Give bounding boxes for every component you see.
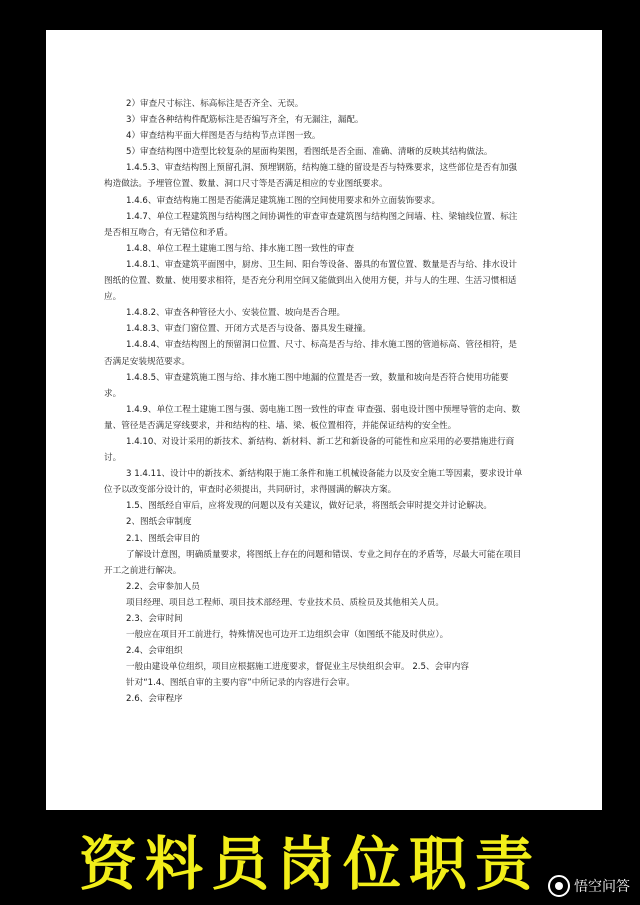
watermark	[548, 875, 630, 897]
paragraph: 了解设计意图，明确质量要求，将图纸上存在的问题和错误、专业之间存在的矛盾等，尽最大可能在项目开工之前进行解决。	[104, 549, 522, 576]
paragraph: 2、图纸会审制度	[126, 517, 192, 528]
paragraph: 1.4.8.3、审查门窗位置、开闭方式是否与设备、器具发生碰撞。	[126, 324, 371, 335]
watermark-text: 悟空问答	[574, 879, 630, 895]
paragraph: 3）审查各种结构件配筋标注是否编写齐全，有无漏注，漏配。	[126, 115, 364, 126]
paragraph: 5）审查结构图中造型比较复杂的屋面构架图，看图纸是否全面、准确、清晰的反映其结构做法。	[126, 147, 493, 158]
paragraph: 1.4.10、对设计采用的新技术、新结构、新材料、新工艺和新设备的可能性和应采用的必要措施进行商讨。	[104, 436, 515, 464]
paragraph: 针对“1.4、图纸自审的主要内容”中所记录的内容进行会审。	[126, 678, 355, 689]
paragraph: 1.4.8.1、审查建筑平面图中，厨房、卫生间、阳台等设备、器具的布置位置、数量是否与给、排水设计图纸的位置、数量、使用要求相符，是否充分利用空间又能做到出入使用方便，并与人的生理、生活习惯相适应。	[104, 259, 518, 303]
banner-title: 资料员岗位职责	[78, 829, 541, 898]
paragraph: 一般应在项目开工前进行，特殊情况也可边开工边组织会审（如图纸不能及时供应）。	[126, 630, 449, 641]
paragraph: 1.5、图纸经自审后，应将发现的问题以及有关建议，做好记录，将图纸会审时提交并讨论解决。	[126, 501, 493, 512]
paragraph: 1.4.5.3、审查结构图上预留孔洞、预埋钢筋，结构施工缝的留设是否与特殊要求，这些部位是否有加强构造做法。予埋管位置、数量、洞口尺寸等是否满足相应的专业图纸要求。	[104, 163, 518, 190]
document-text	[104, 96, 524, 708]
paragraph: 3 1.4.11、设计中的新技术、新结构限于施工条件和施工机械设备能力以及安全施工等因素，要求设计单位予以改变部分设计的，审查时必须提出，共同研讨，求得圆满的解决方案。	[104, 469, 523, 496]
paragraph: 1.4.8、单位工程土建施工图与给、排水施工图一致性的审查	[126, 243, 355, 254]
paragraph: 一般由建设单位组织，项目应根据施工进度要求，督促业主尽快组织会审。 2.5、会审内容	[126, 662, 469, 673]
title-banner	[0, 812, 640, 905]
paragraph: 1.4.6、审查结构施工图是否能满足建筑施工图的空间使用要求和外立面装饰要求。	[126, 195, 441, 206]
paragraph: 1.4.7、单位工程建筑图与结构图之间协调性的审查审查建筑图与结构图之间墙、柱、梁轴线位置、标注是否相互吻合，有无错位和矛盾。	[104, 211, 518, 238]
paragraph: 2.1、图纸会审目的	[126, 533, 200, 544]
wukong-logo-icon	[548, 875, 570, 897]
paragraph: 2）审查尺寸标注、标高标注是否齐全、无误。	[126, 99, 304, 109]
paragraph: 1.4.8.4、审查结构图上的预留洞口位置、尺寸、标高是否与给、排水施工图的管道标高、管径相符，是否满足安装规范要求。	[104, 340, 518, 367]
paragraph: 1.4.9、单位工程土建施工图与强、弱电施工图一致性的审查 审查强、弱电设计图中预埋导管的走向、数量、管径是否满足穿线要求，并和结构的柱、墙、梁、板位置相符，并能保证结构的安全性。	[104, 404, 521, 431]
paragraph: 2.3、会审时间	[126, 614, 183, 624]
paragraph: 1.4.8.5、审查建筑施工图与给、排水施工图中地漏的位置是否一致，数量和坡向是否符合使用功能要求。	[104, 372, 509, 399]
paragraph: 4）审查结构平面大样图是否与结构节点详图一致。	[126, 131, 321, 142]
paragraph: 2.4、会审组织	[126, 646, 183, 657]
paragraph: 项目经理、项目总工程师、项目技术部经理、专业技术员、质检员及其他相关人员。	[126, 597, 444, 608]
paragraph: 1.4.8.2、审查各种管径大小、安装位置、坡向是否合理。	[126, 308, 346, 319]
paragraph: 2.2、会审参加人员	[126, 581, 200, 592]
paragraph: 2.6、会审程序	[126, 694, 183, 705]
